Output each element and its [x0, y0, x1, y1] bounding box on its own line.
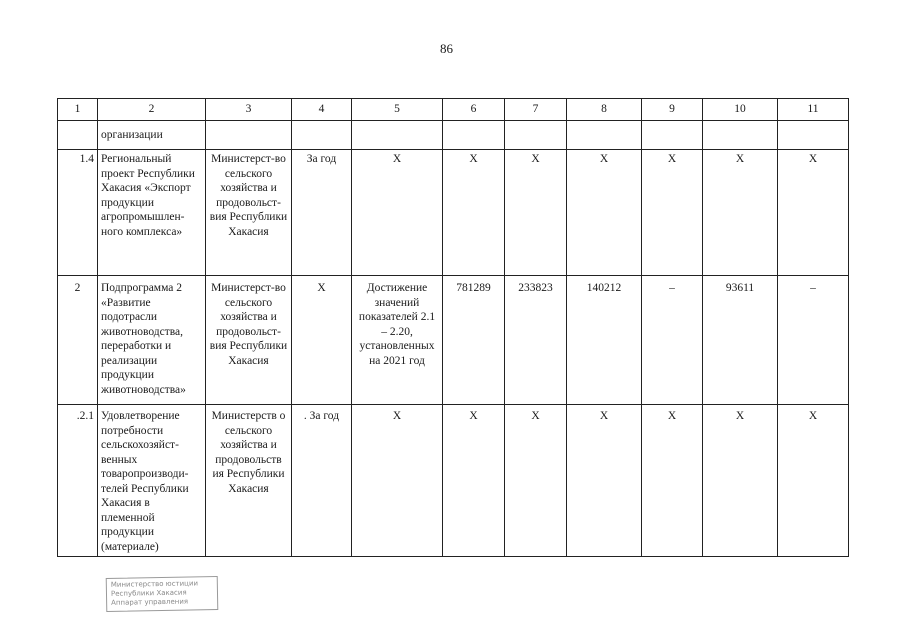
table-cell: X [567, 405, 642, 557]
table-cell [778, 121, 849, 150]
table-cell [352, 121, 443, 150]
program-table [57, 98, 849, 557]
header-cell: 1 [58, 99, 98, 121]
measure-name: Удовлетворение потребности сельскохозяйст-венных товаропроизводи-телей Республики Хакасия в племенной продукции (материале) [98, 405, 206, 557]
table-cell: 140212 [567, 276, 642, 405]
header-cell: 3 [206, 99, 292, 121]
stamp-line: Министерство юстиции [110, 579, 199, 589]
table-cell [505, 121, 567, 150]
header-cell: 9 [642, 99, 703, 121]
period: X [292, 276, 352, 405]
header-cell: 8 [567, 99, 642, 121]
stamp-line: Аппарат управления [111, 597, 189, 607]
table-cell: 781289 [443, 276, 505, 405]
table-cell: X [443, 150, 505, 276]
executor: Министерст-во сельского хозяйства и продовольст-вия Республики Хакасия [206, 276, 292, 405]
table-row [58, 276, 849, 405]
row-number: 1.4 [58, 150, 98, 276]
header-cell: 4 [292, 99, 352, 121]
period: За год [292, 150, 352, 276]
table-cell: X [505, 405, 567, 557]
header-cell: 11 [778, 99, 849, 121]
header-cell: 10 [703, 99, 778, 121]
table-cell: 93611 [703, 276, 778, 405]
page-number: 86 [440, 41, 453, 56]
table-cell [292, 121, 352, 150]
table-cell: X [642, 150, 703, 276]
table-cell: X [505, 150, 567, 276]
table-row [58, 150, 849, 276]
executor: Министерст-во сельского хозяйства и продовольст-вия Республики Хакасия [206, 150, 292, 276]
header-cell: 5 [352, 99, 443, 121]
result-description: Достижение значений показателей 2.1 – 2.20, установленных на 2021 год [352, 276, 443, 405]
table-cell: 233823 [505, 276, 567, 405]
header-cell: 6 [443, 99, 505, 121]
table-cell: X [778, 405, 849, 557]
table-cell: X [443, 405, 505, 557]
stamp-line: Республики Хакасия [110, 588, 187, 598]
table-cell [642, 121, 703, 150]
measure-name: Региональный проект Республики Хакасия «Экспорт продукции агропромышлен-ного комплекса» [98, 150, 206, 276]
table-cell: организации [98, 121, 206, 150]
header-cell: 7 [505, 99, 567, 121]
measure-name: Подпрограмма 2 «Развитие подотрасли животноводства, переработки и реализации продукции животноводства» [98, 276, 206, 405]
table-cell [703, 121, 778, 150]
continuation-row [58, 121, 849, 150]
table-cell: X [703, 150, 778, 276]
table-cell [567, 121, 642, 150]
table-cell: – [778, 276, 849, 405]
table-cell: X [352, 405, 443, 557]
table-cell: X [642, 405, 703, 557]
table-cell [206, 121, 292, 150]
period: . За год [292, 405, 352, 557]
table-cell [443, 121, 505, 150]
header-cell: 2 [98, 99, 206, 121]
table-row [58, 405, 849, 557]
executor: Министерств о сельского хозяйства и продовольств ия Республики Хакасия [206, 405, 292, 557]
registration-stamp [106, 576, 219, 612]
table-cell: X [352, 150, 443, 276]
table-cell: X [778, 150, 849, 276]
row-number: .2.1 [58, 405, 98, 557]
table-cell [58, 121, 98, 150]
table-cell: X [567, 150, 642, 276]
row-number: 2 [58, 276, 98, 405]
table-cell: – [642, 276, 703, 405]
table-cell: X [703, 405, 778, 557]
header-row [58, 99, 849, 121]
